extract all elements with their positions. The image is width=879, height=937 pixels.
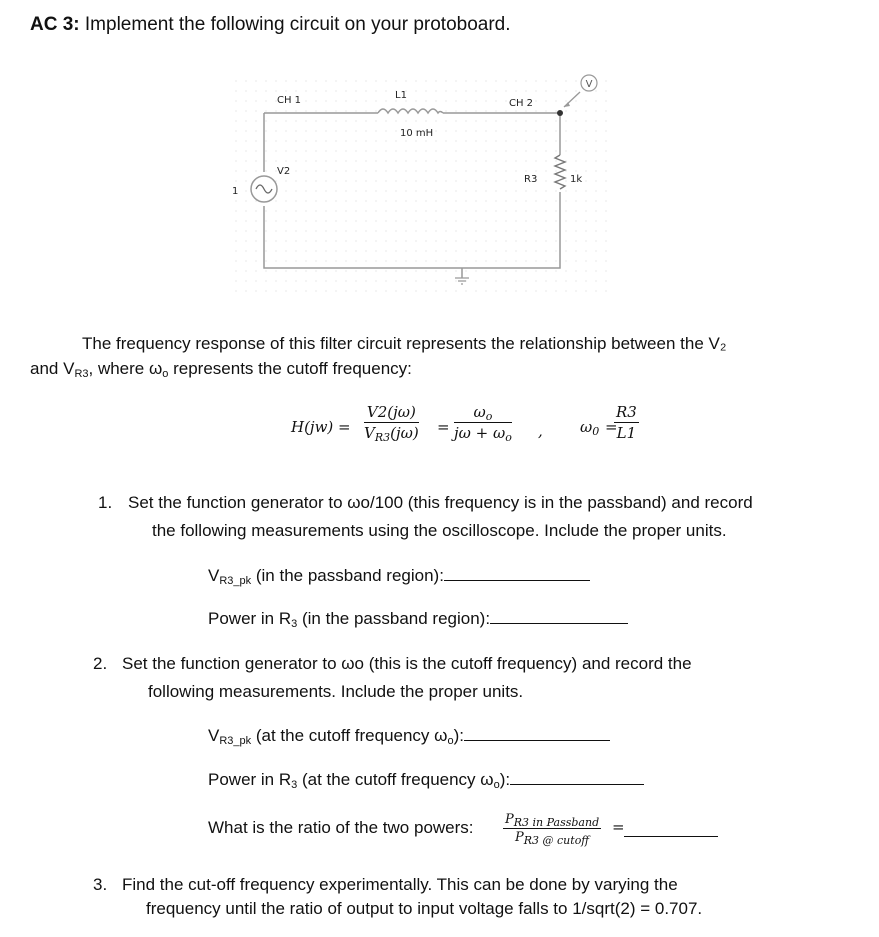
cutoff-power-answer-blank[interactable]	[510, 768, 644, 785]
inductor-value: 10 mH	[400, 128, 434, 139]
equation-fraction-3: $\frac{R3}{L1}$	[616, 403, 637, 442]
resistor-name: R3	[524, 174, 538, 185]
circuit-diagram	[215, 70, 615, 300]
item-1-number: 1.	[98, 493, 113, 512]
heading-title: Implement the following circuit on your protoboard.	[84, 14, 511, 35]
item-3-number: 3.	[93, 875, 108, 894]
item-3-line-2: frequency until the ratio of output to input voltage falls to 1/sqrt(2) = 0.707.	[146, 899, 703, 918]
ratio-equals: =	[612, 818, 625, 836]
source-index: 1	[232, 186, 239, 197]
equation-equals: =	[437, 418, 450, 436]
passband-voltage-question: $V_{R3\_pk}$ (in the passband region):	[208, 564, 590, 586]
cutoff-power-question: Power in $R_3$ (at the cutoff frequency $\omega_o$):	[208, 768, 644, 790]
item-1-line-1: Set the function generator to ωo/100 (this frequency is in the passband) and record	[128, 493, 753, 512]
equation-fraction-1: $\frac{V2(j\omega)}{V_{R3}(j\omega)}$	[364, 403, 419, 444]
ratio-answer-blank[interactable]	[624, 820, 718, 837]
resistor-value: 1k	[570, 174, 583, 185]
intro-paragraph	[30, 331, 830, 381]
inductor-name: L1	[395, 90, 407, 101]
equation-lhs: H(jw) =	[291, 418, 351, 436]
intro-line-1: The frequency response of this filter circuit represents the relationship between the V₂	[82, 334, 727, 353]
item-2-number: 2.	[93, 654, 108, 673]
equation-fraction-2: $\frac{\omega_o}{j\omega + \omega_o}$	[454, 403, 512, 444]
probe-label: V	[585, 79, 593, 90]
intro-line-2: and $V_{R3}$, where $\omega_o$ represents the cutoff frequency:	[30, 359, 412, 380]
source-name: V2	[277, 166, 291, 177]
item-2-line-1: Set the function generator to ωo (this is the cutoff frequency) and record the	[122, 654, 692, 673]
item-3-line-1: Find the cut-off frequency experimentally. This can be done by varying the	[122, 875, 678, 894]
page-heading	[30, 14, 511, 36]
equation-omega0: $\omega_0$	[580, 418, 600, 438]
passband-power-answer-blank[interactable]	[490, 607, 628, 624]
ratio-fraction: $P_{R3 in Passband}$ $P_{R3 @ cutoff}$	[505, 812, 600, 847]
passband-power-question: Power in $R_3$ (in the passband region):	[208, 607, 628, 629]
passband-voltage-answer-blank[interactable]	[444, 564, 590, 581]
cutoff-voltage-answer-blank[interactable]	[464, 724, 610, 741]
heading-label: AC 3:	[30, 14, 80, 35]
item-2-line-2: following measurements. Include the proper units.	[148, 682, 524, 701]
ch1-label: CH 1	[277, 95, 302, 106]
cutoff-voltage-question: $V_{R3\_pk}$ (at the cutoff frequency $\omega_o$):	[208, 724, 610, 746]
ch2-label: CH 2	[509, 98, 534, 109]
probe-node	[557, 110, 563, 116]
equation-comma: ,	[538, 422, 543, 440]
item-1-line-2: the following measurements using the oscilloscope. Include the proper units.	[152, 521, 727, 540]
ratio-question: What is the ratio of the two powers:	[208, 818, 474, 837]
equation-equals-2: =	[605, 418, 618, 436]
